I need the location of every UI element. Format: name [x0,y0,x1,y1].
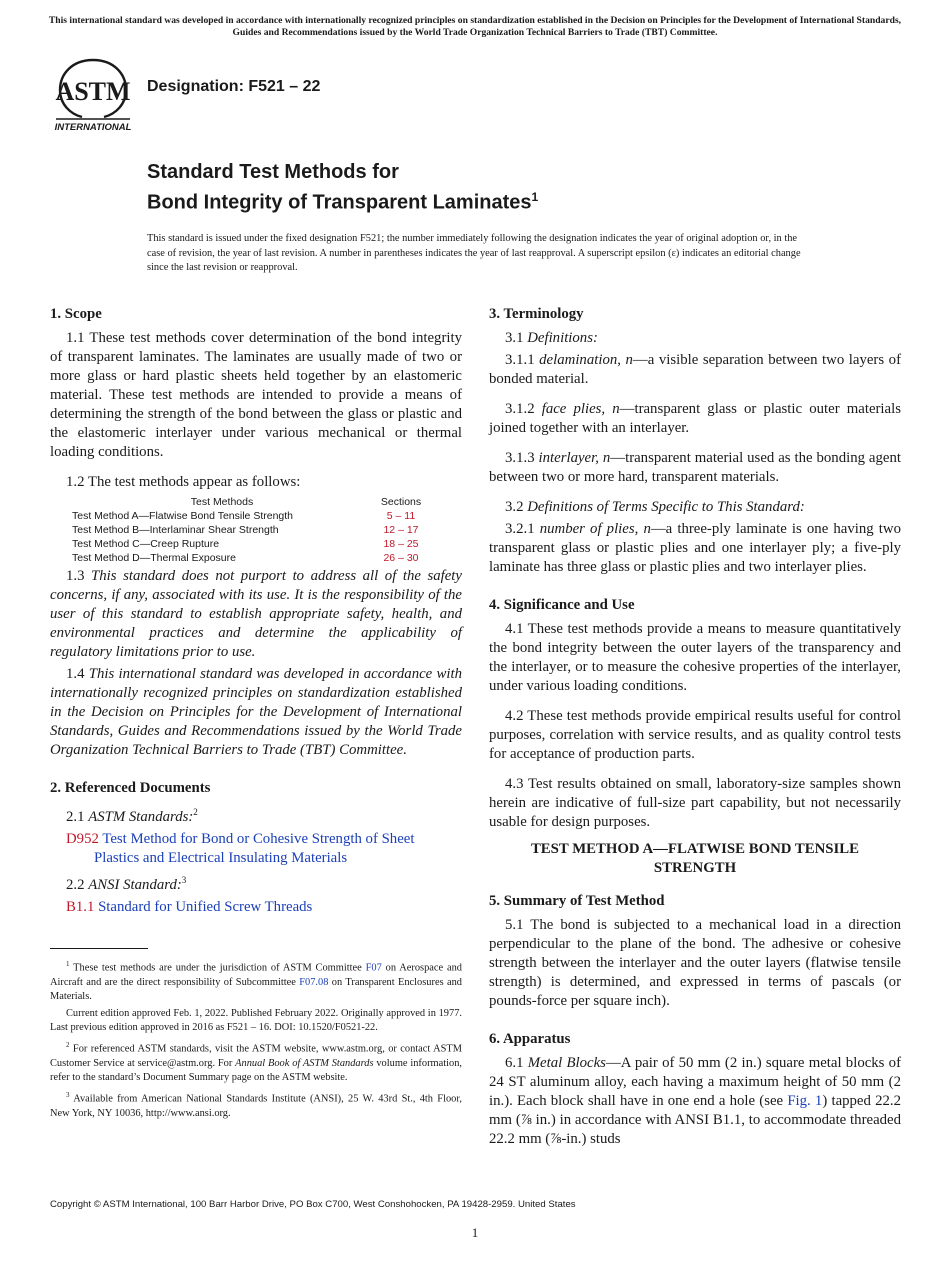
scope-1-2: 1.2 The test methods appear as follows: [66,474,301,490]
logo-main-text: ASTM [55,77,131,106]
top-notice: This international standard was developed in accordance with internationally recognized principles on standardization established in the Decision on Principles for the Development of International Standards, Guides and Recommendations issued by the World Trade Organization Technical Barriers to Trade (TBT) Committee. [48,15,902,38]
issued-note: This standard is issued under the fixed designation F521; the number immediately following the designation indicates the year of original adoption or, in the case of revision, the year of last revision. A number in parentheses indicates the year of last reapproval. A superscript epsilon (ε) indicates an editorial change since the last revision or reapproval. [147,233,801,273]
section-link[interactable]: 12 – 17 [383,524,419,536]
fig-1-link[interactable]: Fig. 1 [787,1093,823,1109]
definition-delamination: 3.1.1 delamination, n—a visible separation between two layers of bonded material. [489,352,901,387]
table-row: Test Method B—Interlaminar Shear Strength 12 – 17 [72,523,430,537]
apparatus-heading: 6. Apparatus [489,1031,571,1047]
terminology-heading: 3. Terminology [489,306,584,322]
ref-d952-code-link[interactable]: D952 [66,830,99,847]
table-header-row [72,495,430,509]
footnote-edition: Current edition approved Feb. 1, 2022. Published February 2022. Originally approved in 1977. Last previous edition approved in 2016 as F521 – 16. DOI: 10.1520/F0521-22. [50,1007,462,1034]
significance-heading: 4. Significance and Use [489,597,635,613]
astm-logo-icon [52,56,134,134]
referenced-heading: 2. Referenced Documents [50,780,211,796]
copyright: Copyright © ASTM International, 100 Barr Harbor Drive, PO Box C700, West Conshohocken, PA 19428-2959. United States [50,1199,576,1210]
footnote-3: $^3$ Available from American National Standards Institute (ANSI), 25 W. 43rd St., 4th Floor, New York, NY 10036, http://www.ansi.org. [50,1090,462,1119]
title-footnote-mark: 1 [531,190,539,204]
ref-b1-1-title-link[interactable]: Standard for Unified Screw Threads [98,898,313,915]
logo-sub-text: INTERNATIONAL [54,122,132,133]
significance-4-3: 4.3 Test results obtained on small, laboratory-size samples shown herein are indicative of full-size part capability, but not necessarily usable for design purposes. [489,776,901,830]
table-row: Test Method A—Flatwise Bond Tensile Strength 5 – 11 [72,509,430,523]
table-header-methods: Test Methods [190,496,254,508]
table-header-sections: Sections [380,496,422,508]
title-line-1: Standard Test Methods for [147,161,399,183]
footnote-divider [50,948,148,949]
scope-1-1: 1.1 These test methods cover determination of the bond integrity of transparent laminates. The laminates are usually made of two or more glass or hard plastic sheets held together by an elastomeric material. These test methods are intended to provide a means of determining the strength of the bond between the glass or plastic and the elastomeric interlayer under various mechanical or thermal loading conditions. [50,330,462,460]
section-link[interactable]: 5 – 11 [386,510,416,522]
section-link[interactable]: 26 – 30 [383,552,419,564]
footnote-link-f07[interactable]: F07 [365,962,382,974]
method-a-heading: TEST METHOD A—FLATWISE BOND TENSILE STRENGTH [530,841,860,876]
footnote-link-f0708[interactable]: F07.08 [299,976,329,988]
ref-b1-1-code-link[interactable]: B1.1 [66,898,95,915]
footnote-2: $^2$ For referenced ASTM standards, visit the ASTM website, www.astm.org, or contact ASTM Customer Service at service@astm.org. For Annual Book of ASTM Standards volume information, refer to the standard’s Document Summary page on the ASTM website. [50,1040,462,1084]
table-row: Test Method D—Thermal Exposure 26 – 30 [72,551,430,565]
right-column [489,305,901,1152]
section-link[interactable]: 18 – 25 [383,538,419,550]
ref-d952 [66,830,462,868]
definition-interlayer: 3.1.3 interlayer, n—transparent material used as the bonding agent between two or more hard, transparent materials. [489,450,901,485]
test-methods-table [72,495,430,565]
summary-5-1: 5.1 The bond is subjected to a mechanical load in a direction perpendicular to the plane of the bond. The adhesive or cohesive strength between the interlayer and the outer layers (flatwise tensile strength) is determined, and expressed in terms of pascals (or pounds-force per square inch). [489,917,901,1009]
terminology-3-1: 3.1 Definitions: [505,330,598,346]
astm-standards-label: 2.1 ASTM Standards:$^2$ [66,807,198,825]
summary-heading: 5. Summary of Test Method [489,893,665,909]
scope-heading: 1. Scope [50,306,102,322]
apparatus-6-1: 6.1 Metal Blocks—A pair of 50 mm (2 in.) square metal blocks of 24 ST aluminum alloy, each having a maximum height of 50 mm (2 in.). Each block shall have in one end a hole (see Fig. 1) tapped 22.2 mm (⅞ in.) in accordance with ANSI B1.1, to accommodate threaded 22.2 mm (⅞-in.) studs [489,1055,901,1147]
footnote-1: $^1$ These test methods are under the jurisdiction of ASTM Committee F07 on Aerospace and Aircraft and are the direct responsibility of Subcommittee F07.08 on Transparent Enclosures and Materials. [50,960,462,1003]
footnotes [50,948,462,1123]
significance-4-2: 4.2 These test methods provide empirical results useful for control purposes, correlation with service results, and as quality control tests for acceptance of production parts. [489,708,901,762]
ansi-standard-label: 2.2 ANSI Standard:$^3$ [66,874,187,893]
table-row: Test Method C—Creep Rupture 18 – 25 [72,537,430,551]
scope-1-4: 1.4 This international standard was developed in accordance with internationally recognized principles on standardization established in the Decision on Principles for the Development of International Standards, Guides and Recommendations issued by the World Trade Organization Technical Barriers to Trade (TBT) Committee. [50,666,462,758]
scope-1-3: 1.3 This standard does not purport to address all of the safety concerns, if any, associated with its use. It is the responsibility of the user of this standard to establish appropriate safety, health, and environmental practices and determine the applicability of regulatory limitations prior to use. [50,568,462,660]
significance-4-1: 4.1 These test methods provide a means to measure quantitatively the bond integrity between the outer layers of the transparency and the interlayer, or to measure the cohesive properties of the interlayer, under various loading conditions. [489,621,901,694]
page-title [147,160,538,216]
definition-number-of-plies: 3.2.1 number of plies, n—a three-ply laminate is one having two transparent glass or plastic plies and one interlayer ply; a five-ply laminate has three glass or plastic plies and two interlayer plies. [489,521,901,575]
title-line-2: Bond Integrity of Transparent Laminates$^1$ [147,190,539,214]
ref-b1-1 [66,898,462,917]
terminology-3-2: 3.2 Definitions of Terms Specific to This Standard: [505,499,805,515]
left-column [50,305,462,920]
designation: Designation: F521 – 22 [147,78,321,95]
page-number: 1 [471,1225,479,1240]
definition-face-plies: 3.1.2 face plies, n—transparent glass or plastic outer materials joined together with an interlayer. [489,401,901,436]
ref-d952-title-link[interactable]: Test Method for Bond or Cohesive Strength of Sheet Plastics and Electrical Insulating Materials [94,830,415,866]
